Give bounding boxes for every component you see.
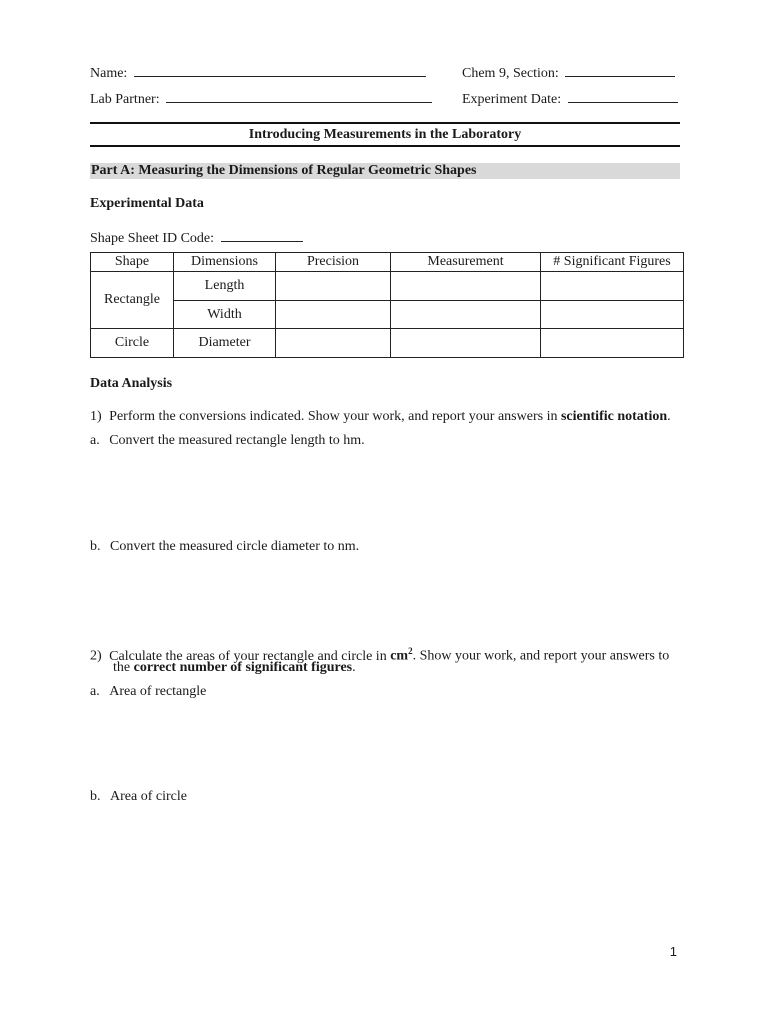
precision-cell-diameter[interactable] bbox=[276, 329, 391, 358]
partner-blank[interactable] bbox=[166, 90, 432, 103]
part-a-heading: Part A: Measuring the Dimensions of Regular Geometric Shapes bbox=[91, 163, 477, 178]
measurement-cell-diameter[interactable] bbox=[391, 329, 541, 358]
name-blank[interactable] bbox=[134, 64, 426, 77]
shape-cell-circle: Circle bbox=[91, 329, 174, 358]
table-row bbox=[91, 329, 684, 358]
date-label: Experiment Date: bbox=[462, 92, 562, 107]
column-header-sig-figs: # Significant Figures bbox=[541, 253, 684, 272]
title-rule-top bbox=[90, 122, 680, 124]
dimension-cell-diameter: Diameter bbox=[174, 329, 276, 358]
date-blank[interactable] bbox=[568, 90, 678, 103]
measurement-table bbox=[90, 252, 684, 358]
column-header-shape: Shape bbox=[91, 253, 174, 272]
sigfig-cell-length[interactable] bbox=[541, 272, 684, 301]
section-field[interactable] bbox=[462, 64, 675, 82]
data-analysis-heading: Data Analysis bbox=[90, 376, 173, 391]
question-2-line2-text: the bbox=[113, 660, 134, 675]
experimental-data-heading: Experimental Data bbox=[90, 196, 204, 211]
column-header-precision: Precision bbox=[276, 253, 391, 272]
question-2a bbox=[90, 684, 206, 700]
question-1-number: 1) bbox=[90, 409, 102, 424]
page-title: Introducing Measurements in the Laboratory bbox=[248, 127, 522, 142]
dimension-cell-width: Width bbox=[174, 301, 276, 329]
partner-field[interactable] bbox=[90, 90, 432, 108]
name-label: Name: bbox=[90, 66, 128, 81]
question-2-text-cont: . Show your work, and report your answers to bbox=[412, 648, 670, 664]
section-blank[interactable] bbox=[565, 64, 675, 77]
question-2a-text: Area of rectangle bbox=[109, 684, 207, 699]
question-2-line2 bbox=[113, 660, 356, 676]
question-1-text: Perform the conversions indicated. Show your work, and report your answers in bbox=[109, 409, 561, 424]
shape-id-label: Shape Sheet ID Code: bbox=[90, 231, 215, 246]
question-2-emphasis: correct number of significant figures bbox=[133, 660, 353, 675]
section-label: Chem 9, Section: bbox=[462, 66, 559, 81]
partner-label: Lab Partner: bbox=[90, 92, 160, 107]
question-1b bbox=[90, 539, 359, 555]
question-2-unit: cm bbox=[390, 648, 409, 664]
shape-cell-rectangle: Rectangle bbox=[91, 272, 174, 329]
question-1a-text: Convert the measured rectangle length to hm. bbox=[109, 433, 365, 448]
measurement-cell-width[interactable] bbox=[391, 301, 541, 329]
question-1 bbox=[90, 409, 671, 425]
title-rule-bottom bbox=[90, 145, 680, 147]
question-1-period: . bbox=[667, 409, 671, 424]
shape-id-field[interactable] bbox=[90, 229, 303, 247]
page-number: 1 bbox=[669, 944, 677, 959]
column-header-measurement: Measurement bbox=[391, 253, 541, 272]
question-2-number: 2) bbox=[90, 648, 102, 664]
question-2b-label: b. bbox=[90, 789, 101, 804]
question-2a-label: a. bbox=[90, 684, 100, 699]
question-2-period: . bbox=[352, 660, 356, 675]
question-2b bbox=[90, 789, 187, 805]
question-1b-text: Convert the measured circle diameter to nm. bbox=[110, 539, 360, 554]
measurement-cell-length[interactable] bbox=[391, 272, 541, 301]
sigfig-cell-width[interactable] bbox=[541, 301, 684, 329]
shape-id-blank[interactable] bbox=[221, 229, 303, 242]
dimension-cell-length: Length bbox=[174, 272, 276, 301]
table-row bbox=[91, 272, 684, 301]
name-field[interactable] bbox=[90, 64, 426, 82]
question-1b-label: b. bbox=[90, 539, 101, 554]
question-2-unit-exponent: 2 bbox=[408, 646, 413, 656]
question-2-text: Calculate the areas of your rectangle and circle in bbox=[109, 648, 391, 664]
precision-cell-length[interactable] bbox=[276, 272, 391, 301]
question-2b-text: Area of circle bbox=[110, 789, 187, 804]
table-row bbox=[91, 301, 684, 329]
precision-cell-width[interactable] bbox=[276, 301, 391, 329]
table-header-row bbox=[91, 253, 684, 272]
question-1a-label: a. bbox=[90, 433, 100, 448]
question-1-emphasis: scientific notation bbox=[560, 409, 668, 424]
date-field[interactable] bbox=[462, 90, 678, 108]
question-1a bbox=[90, 433, 365, 449]
sigfig-cell-diameter[interactable] bbox=[541, 329, 684, 358]
column-header-dimensions: Dimensions bbox=[174, 253, 276, 272]
